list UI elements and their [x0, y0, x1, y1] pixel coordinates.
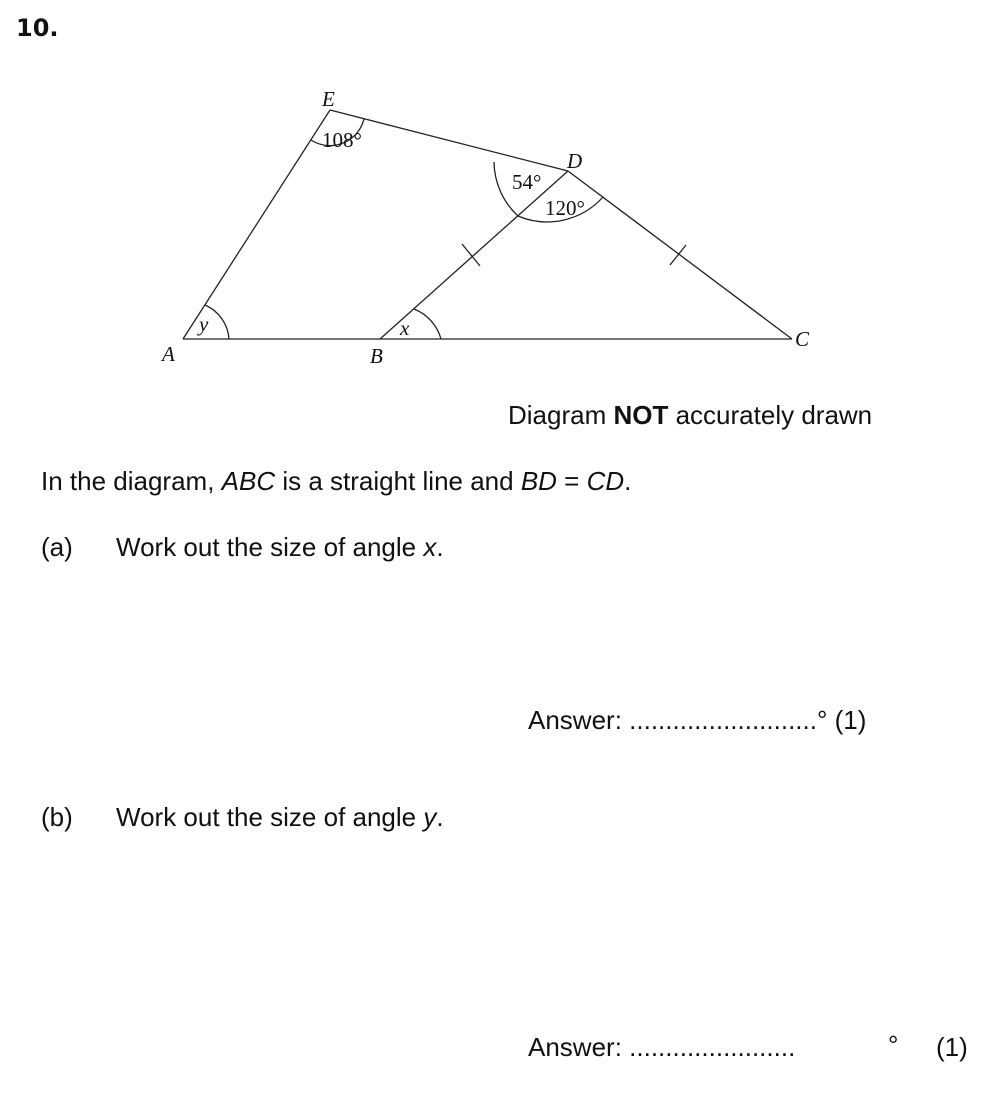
part-a-label: (a) — [41, 532, 73, 562]
line-dc — [568, 171, 792, 339]
diagram-note: Diagram NOT accurately drawn — [508, 400, 873, 430]
angle-label-d-left: 54° — [512, 170, 542, 194]
part-b-marks: (1) — [936, 1032, 968, 1062]
angle-label-x: x — [400, 316, 410, 340]
arc-angle-y — [205, 305, 229, 339]
part-a-answer-blank[interactable]: .......................... — [629, 705, 817, 735]
part-a-question: (a) Work out the size of angle x. — [41, 532, 444, 562]
question-stem: In the diagram, ABC is a straight line and BD = CD. — [41, 466, 632, 496]
point-label-b: B — [370, 344, 383, 368]
angle-label-e: 108° — [322, 128, 362, 152]
angle-label-y: y — [199, 312, 209, 336]
point-label-d: D — [567, 149, 583, 173]
part-b-question: (b) Work out the size of angle y. — [41, 802, 444, 832]
geometry-diagram — [0, 0, 1002, 400]
part-b-answer-line[interactable]: Answer: ....................... — [528, 1032, 796, 1062]
part-b-answer-blank[interactable]: ....................... — [629, 1032, 796, 1062]
angle-label-d-right: 120° — [545, 196, 585, 220]
tick-dc — [670, 245, 686, 265]
line-ed — [330, 110, 568, 171]
part-b-degree: ° — [888, 1030, 899, 1060]
question-number: 10. — [16, 14, 59, 42]
arc-angle-x — [414, 309, 441, 339]
line-ae — [183, 110, 330, 339]
point-label-e: E — [322, 87, 335, 111]
part-a-answer-line[interactable]: Answer: ..........................° (1) — [528, 705, 867, 735]
point-label-a: A — [162, 342, 175, 366]
point-label-c: C — [795, 327, 810, 351]
line-bd — [380, 171, 568, 339]
part-b-label: (b) — [41, 802, 73, 832]
